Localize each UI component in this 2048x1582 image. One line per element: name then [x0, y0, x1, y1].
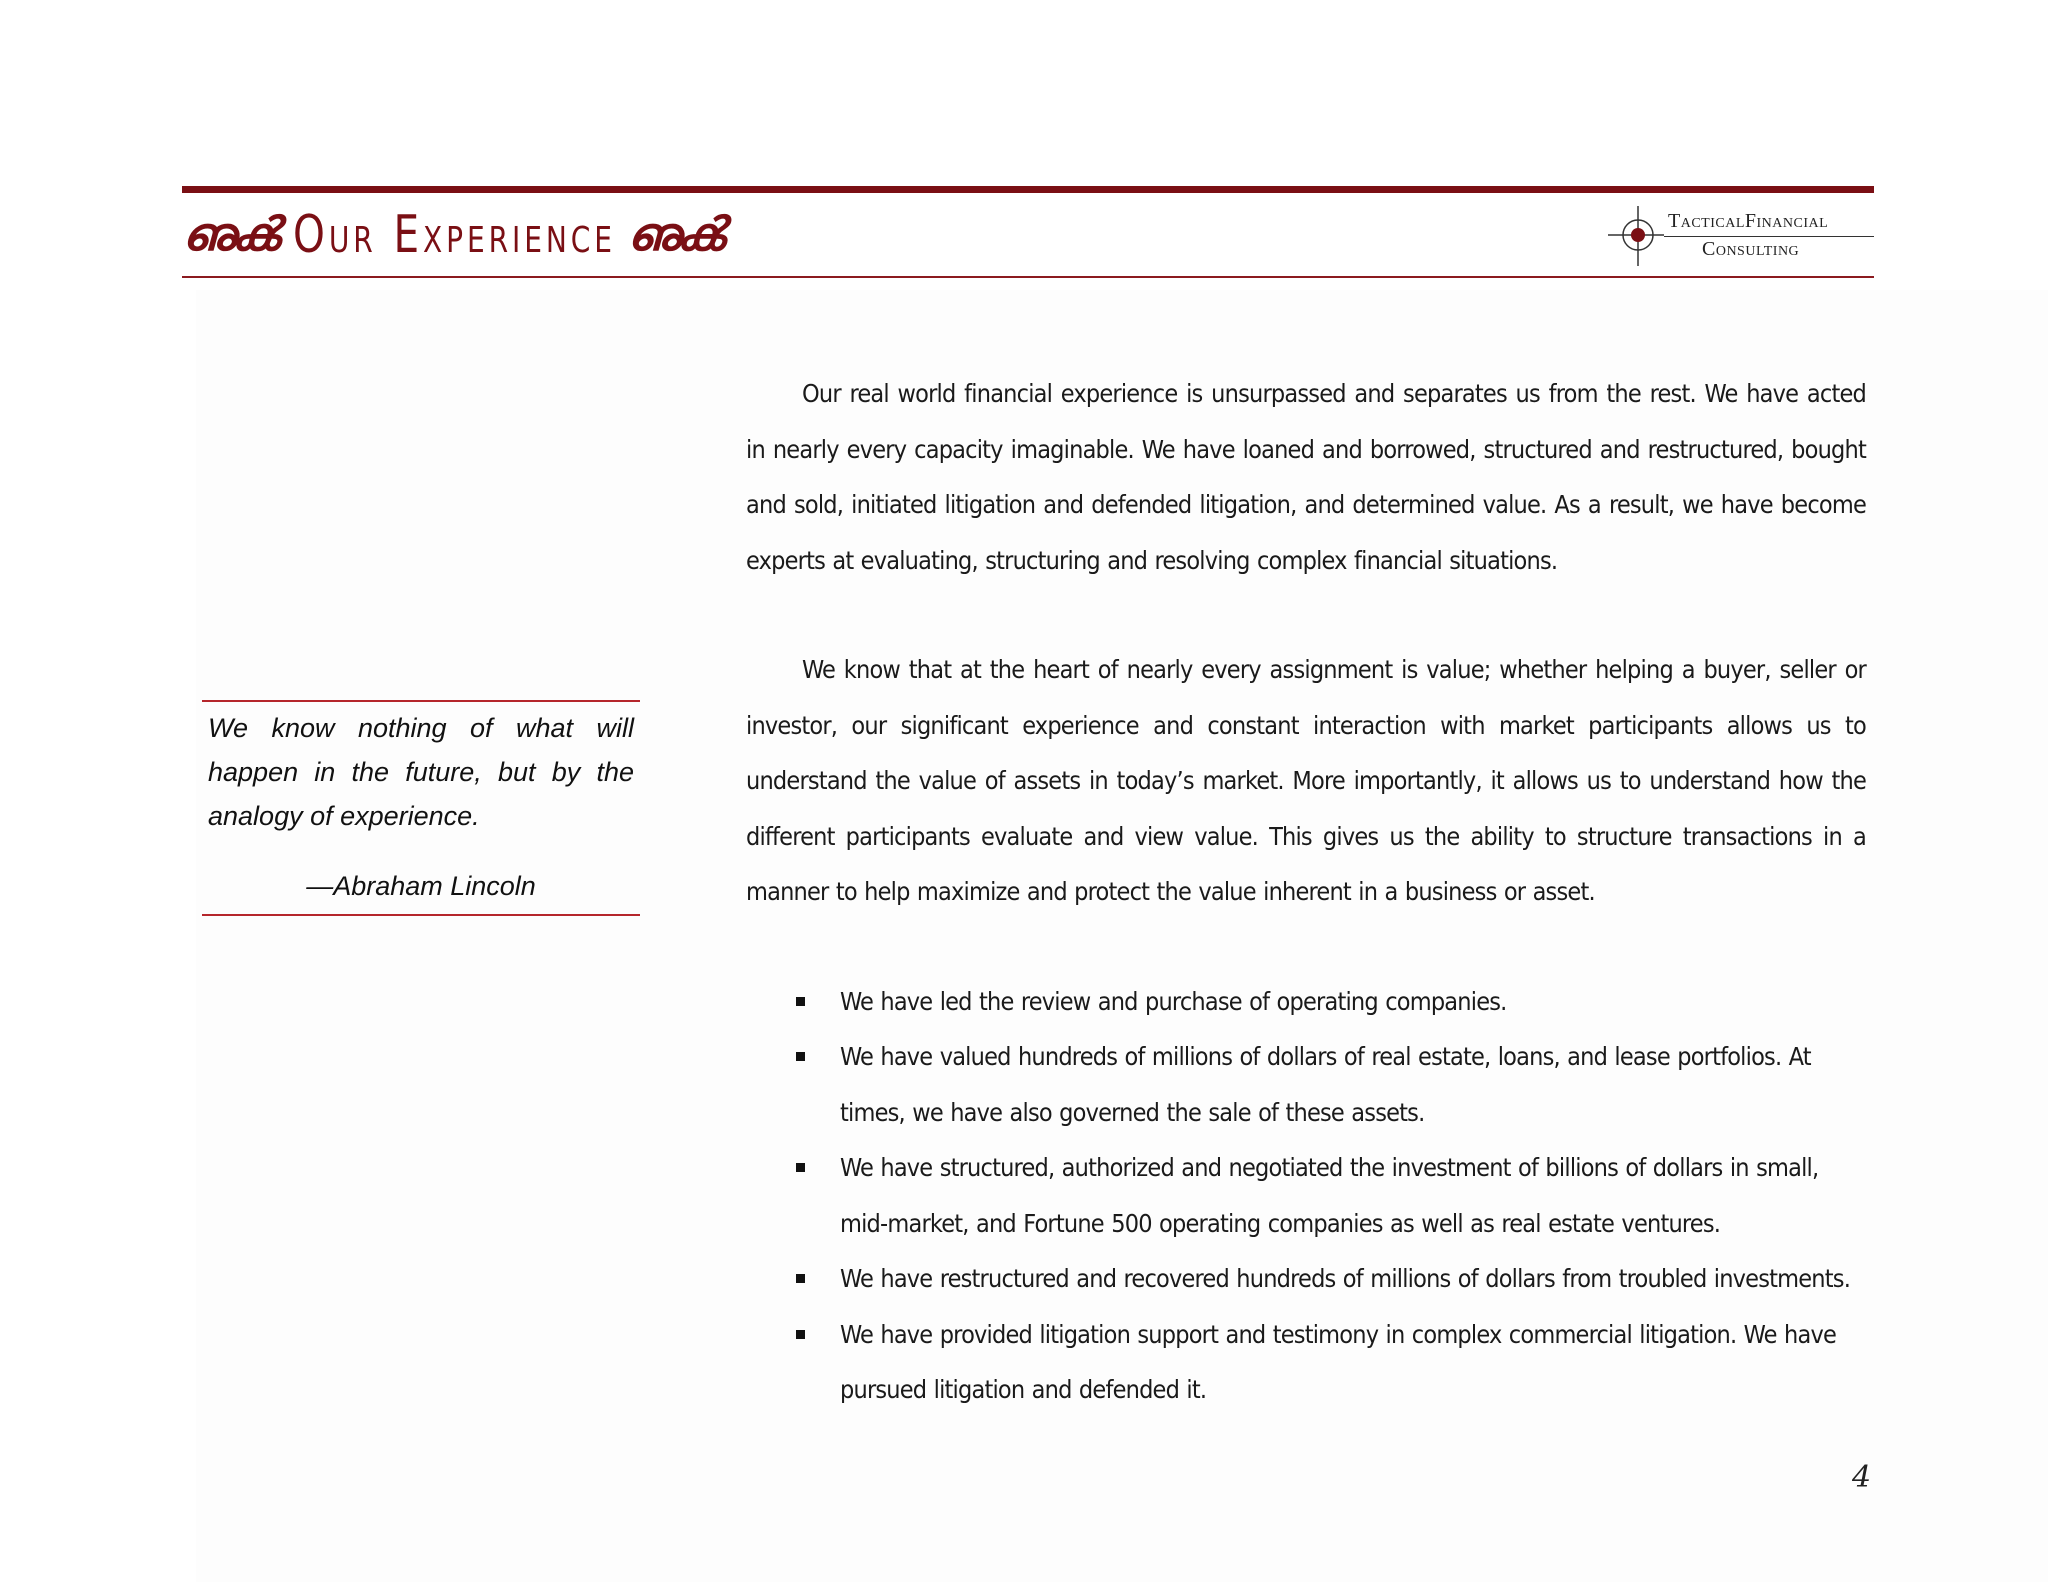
- company-logo: [1608, 202, 1874, 268]
- list-item-text: We have valued hundreds of millions of dollars of real estate, loans, and lease portfolios. At times, we have also governed the sale of these assets.: [840, 1042, 1811, 1127]
- list-item-text: We have provided litigation support and testimony in complex commercial litigation. We have pursued litigation and defended it.: [840, 1319, 1837, 1404]
- list-item-text: We have led the review and purchase of operating companies.: [840, 986, 1507, 1016]
- ornament-left-icon: ഌൿ: [181, 207, 275, 261]
- paragraph: Our real world financial experience is unsurpassed and separates us from the rest. We have acted in nearly every capacity imaginable. We have loaned and borrowed, structured and restructured, bought and sold, initiated litigation and defended litigation, and determined value. As a result, we have become experts at evaluating, structuring and resolving complex financial situations.: [746, 379, 1866, 575]
- paragraph: We know that at the heart of nearly every assignment is value; whether helping a buyer, seller or investor, our significant experience and constant interaction with market participants allows us to understand the value of assets in today’s market. More importantly, it allows us to understand how the different participants evaluate and view value. This gives us the ability to structure transactions in a manner to help maximize and protect the value inherent in a business or asset.: [746, 655, 1866, 906]
- pull-quote: [202, 700, 640, 916]
- page-number: 4: [1852, 1460, 1872, 1495]
- list-item: [746, 1029, 1866, 1140]
- crosshair-icon: [1608, 202, 1664, 268]
- list-item: [746, 1140, 1866, 1251]
- quote-author: —Abraham Lincoln: [306, 871, 536, 901]
- ornament-right-icon: ഌൿ: [626, 207, 720, 261]
- list-item: [746, 1307, 1866, 1418]
- logo-text-line2: Consulting: [1702, 238, 1800, 260]
- bullet-icon: [796, 1330, 805, 1339]
- bullet-icon: [796, 997, 805, 1006]
- header-bottom-rule: [182, 276, 1874, 278]
- list-item-text: We have restructured and recovered hundreds of millions of dollars from troubled investments.: [840, 1264, 1851, 1293]
- experience-list: [746, 974, 1866, 1418]
- logo-text-line1: TacticalFinancial: [1668, 210, 1829, 232]
- logo-rule: [1664, 236, 1874, 237]
- bullet-icon: [796, 1274, 805, 1283]
- list-item-text: We have structured, authorized and negotiated the investment of billions of dollars in small, mid-market, and Fortune 500 operating companies as well as real estate ventures.: [840, 1153, 1819, 1238]
- list-item: [746, 1251, 1866, 1307]
- bullet-icon: [796, 1052, 805, 1061]
- page-header: [181, 202, 720, 268]
- bullet-icon: [796, 1163, 805, 1172]
- page-title: Our Experience: [292, 205, 616, 265]
- main-content: [746, 366, 1866, 1418]
- quote-text: We know nothing of what will happen in the future, but by the analogy of experience.: [208, 713, 634, 831]
- list-item: [746, 974, 1866, 1030]
- header-top-rule: [182, 186, 1874, 193]
